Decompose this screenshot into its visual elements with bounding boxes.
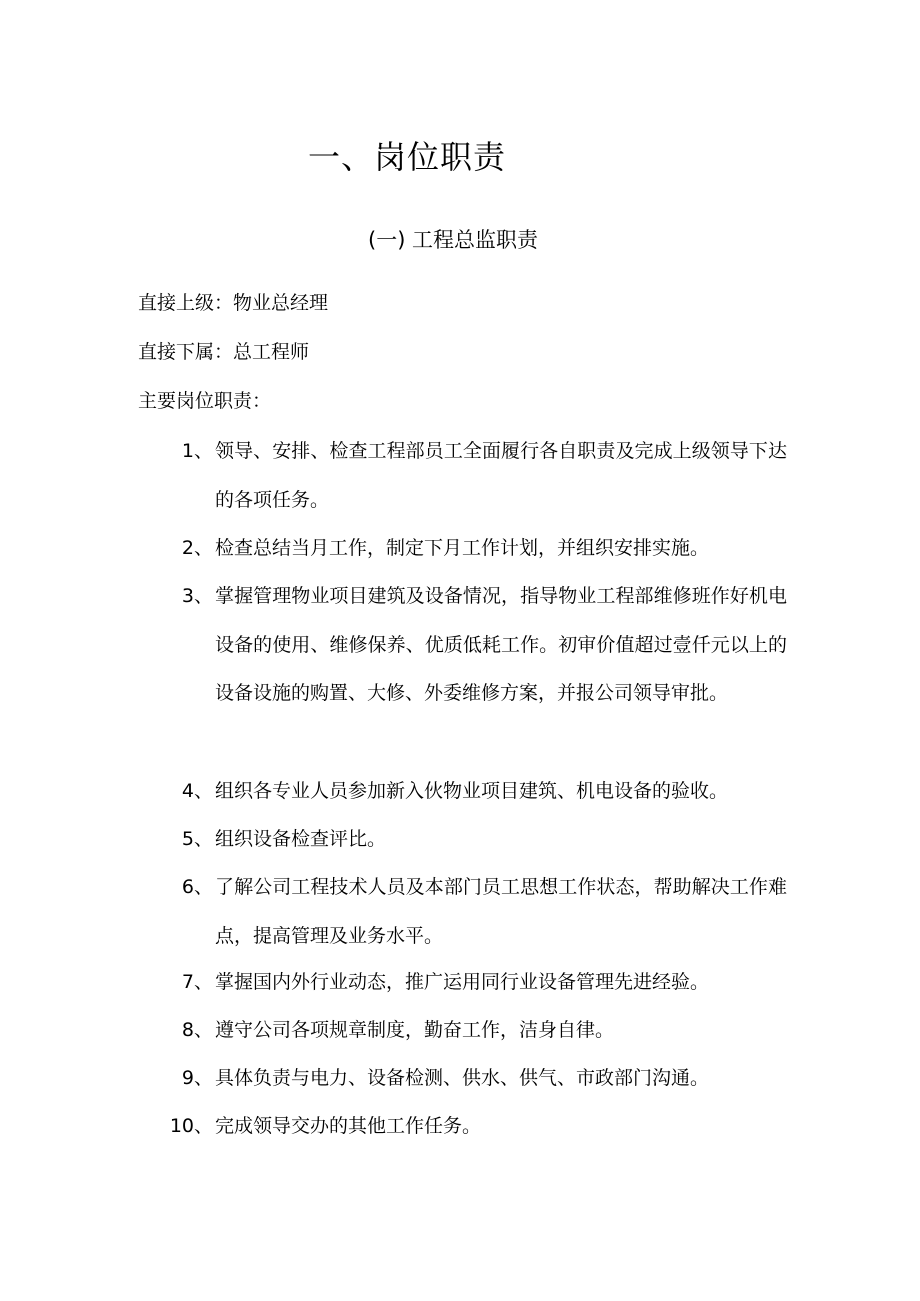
direct-subordinate-line: 直接下属：总工程师 <box>138 341 310 363</box>
duty-text: 组织各专业人员参加新入伙物业项目建筑、机电设备的验收。 <box>215 780 729 802</box>
duty-text: 领导、安排、检查工程部员工全面履行各自职责及完成上级领导下达的各项任务。 <box>215 440 787 511</box>
duty-number: 5、 <box>181 828 213 850</box>
duty-text: 掌握国内外行业动态，推广运用同行业设备管理先进经验。 <box>215 971 710 993</box>
duty-text: 完成领导交办的其他工作任务。 <box>215 1115 482 1137</box>
duty-text: 组织设备检查评比。 <box>215 828 387 850</box>
duty-number: 6、 <box>181 876 213 898</box>
duty-number: 8、 <box>181 1019 213 1041</box>
duty-text: 了解公司工程技术人员及本部门员工思想工作状态，帮助解决工作难点，提高管理及业务水平。 <box>215 876 787 947</box>
duty-text: 遵守公司各项规章制度，勤奋工作，洁身自律。 <box>215 1019 615 1041</box>
direct-superior-line: 直接上级：物业总经理 <box>138 292 329 314</box>
duty-number: 10、 <box>169 1115 213 1137</box>
duty-text: 掌握管理物业项目建筑及设备情况，指导物业工程部维修班作好机电设备的使用、维修保养、优质低耗工作。初审价值超过壹仟元以上的设备设施的购置、大修、外委维修方案，并报公司领导审批。 <box>215 585 787 704</box>
duty-text: 具体负责与电力、设备检测、供水、供气、市政部门沟通。 <box>215 1067 710 1089</box>
duty-text: 检查总结当月工作，制定下月工作计划，并组织安排实施。 <box>215 537 710 559</box>
duty-number: 2、 <box>181 537 213 559</box>
duty-number: 1、 <box>181 440 213 462</box>
duty-number: 4、 <box>181 780 213 802</box>
section-subtitle: (一) 工程总监职责 <box>368 228 539 252</box>
duty-number: 7、 <box>181 971 213 993</box>
page-title: 一、岗位职责 <box>308 138 507 176</box>
duty-number: 9、 <box>181 1067 213 1089</box>
duties-heading: 主要岗位职责： <box>138 390 272 412</box>
duty-number: 3、 <box>181 585 213 607</box>
